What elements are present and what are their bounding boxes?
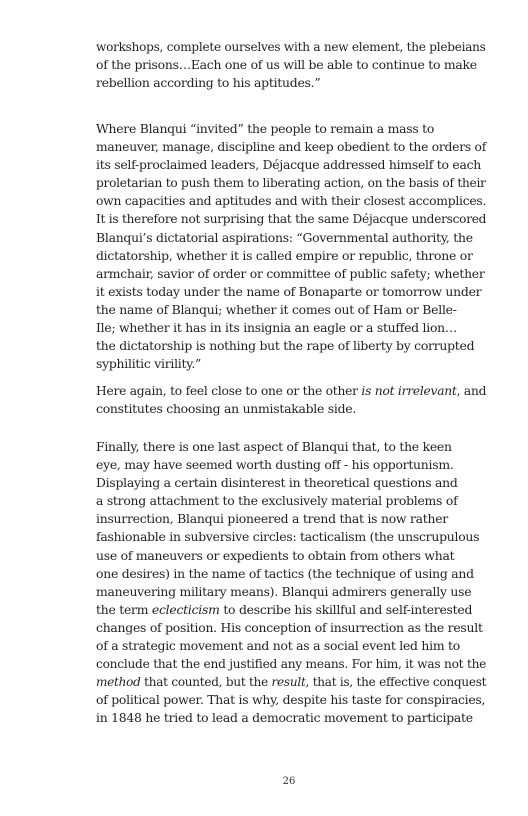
italic-term: result	[271, 674, 306, 690]
text-line	[96, 673, 487, 691]
paragraph-4	[96, 438, 487, 728]
paragraph-1	[96, 38, 484, 92]
text-line: insurrection, Blanqui pioneered a trend that is now rather	[96, 511, 448, 527]
text-line: of a strategic movement and not as a social event led him to	[96, 638, 460, 654]
text-run: to describe his skillful and self-interested	[219, 601, 473, 617]
text-line: Ile; whether it has in its insignia an eagle or a stuffed lion…	[96, 320, 458, 336]
text-line: the dictatorship is nothing but the rape of liberty by corrupted	[96, 338, 475, 354]
text-line: one desires) in the name of tactics (the technique of using and	[96, 565, 474, 581]
text-line: Finally, there is one last aspect of Blanqui that, to the keen	[96, 439, 452, 454]
paragraph-3	[96, 382, 487, 418]
text-run: that counted, but the	[140, 674, 272, 690]
page-number: 26	[282, 776, 296, 787]
text-run: , that is, the effective conquest	[305, 674, 487, 690]
text-line: Displaying a certain disinterest in theoretical questions and	[96, 475, 458, 491]
text-line: own capacities and aptitudes and with their closest accomplices.	[96, 193, 487, 209]
text-line: Blanqui’s dictatorial aspirations: “Governmental authority, the	[96, 229, 473, 245]
text-line: constitutes choosing an unmistakable side.	[96, 401, 357, 417]
text-line: of political power. That is why, despite his taste for conspiracies,	[96, 692, 486, 708]
text-run: Here again, to feel close to one or the other	[96, 383, 362, 398]
text-run: , and	[456, 383, 487, 398]
italic-phrase: is not irrelevant	[361, 383, 457, 398]
text-line: in 1848 he tried to lead a democratic movement to participate	[96, 710, 473, 726]
text-line: it exists today under the name of Bonaparte or tomorrow under	[96, 283, 482, 299]
text-line: of the prisons…Each one of us will be able to continue to make	[96, 57, 477, 73]
text-line: a strong attachment to the exclusively material problems of	[96, 493, 458, 509]
text-line: dictatorship, whether it is called empire or republic, throne or	[96, 247, 473, 263]
text-line	[96, 601, 484, 619]
text-line	[96, 382, 487, 400]
text-line: fashionable in subversive circles: tacticalism (the unscrupulous	[96, 529, 480, 545]
text-line: proletarian to push them to liberating action, on the basis of their	[96, 175, 486, 191]
text-line: It is therefore not surprising that the same Déjacque underscored	[96, 211, 487, 227]
text-line: Where Blanqui “invited” the people to remain a mass to	[96, 121, 435, 136]
text-line: changes of position. His conception of insurrection as the result	[96, 619, 483, 635]
text-line: use of maneuvers or expedients to obtain from others what	[96, 547, 455, 563]
text-line: syphilitic virility.”	[96, 356, 202, 372]
paragraph-2	[96, 120, 487, 373]
text-run: the term	[96, 601, 152, 617]
text-line: workshops, complete ourselves with a new element, the plebeians	[96, 39, 486, 54]
text-line: its self-proclaimed leaders, Déjacque addressed himself to each	[96, 157, 482, 173]
italic-term: method	[96, 674, 141, 690]
text-line: eye, may have seemed worth dusting off - his opportunism.	[96, 457, 454, 473]
text-line: armchair, savior of order or committee of public safety; whether	[96, 265, 485, 281]
text-line: the name of Blanqui; whether it comes out of Ham or Belle-	[96, 301, 457, 317]
text-line: maneuvering military means). Blanqui admirers generally use	[96, 583, 472, 599]
text-line: maneuver, manage, discipline and keep obedient to the orders of	[96, 139, 487, 155]
italic-term: eclecticism	[151, 601, 220, 617]
text-line: conclude that the end justified any means. For him, it was not the	[96, 656, 487, 672]
text-line: rebellion according to his aptitudes.”	[96, 75, 321, 91]
